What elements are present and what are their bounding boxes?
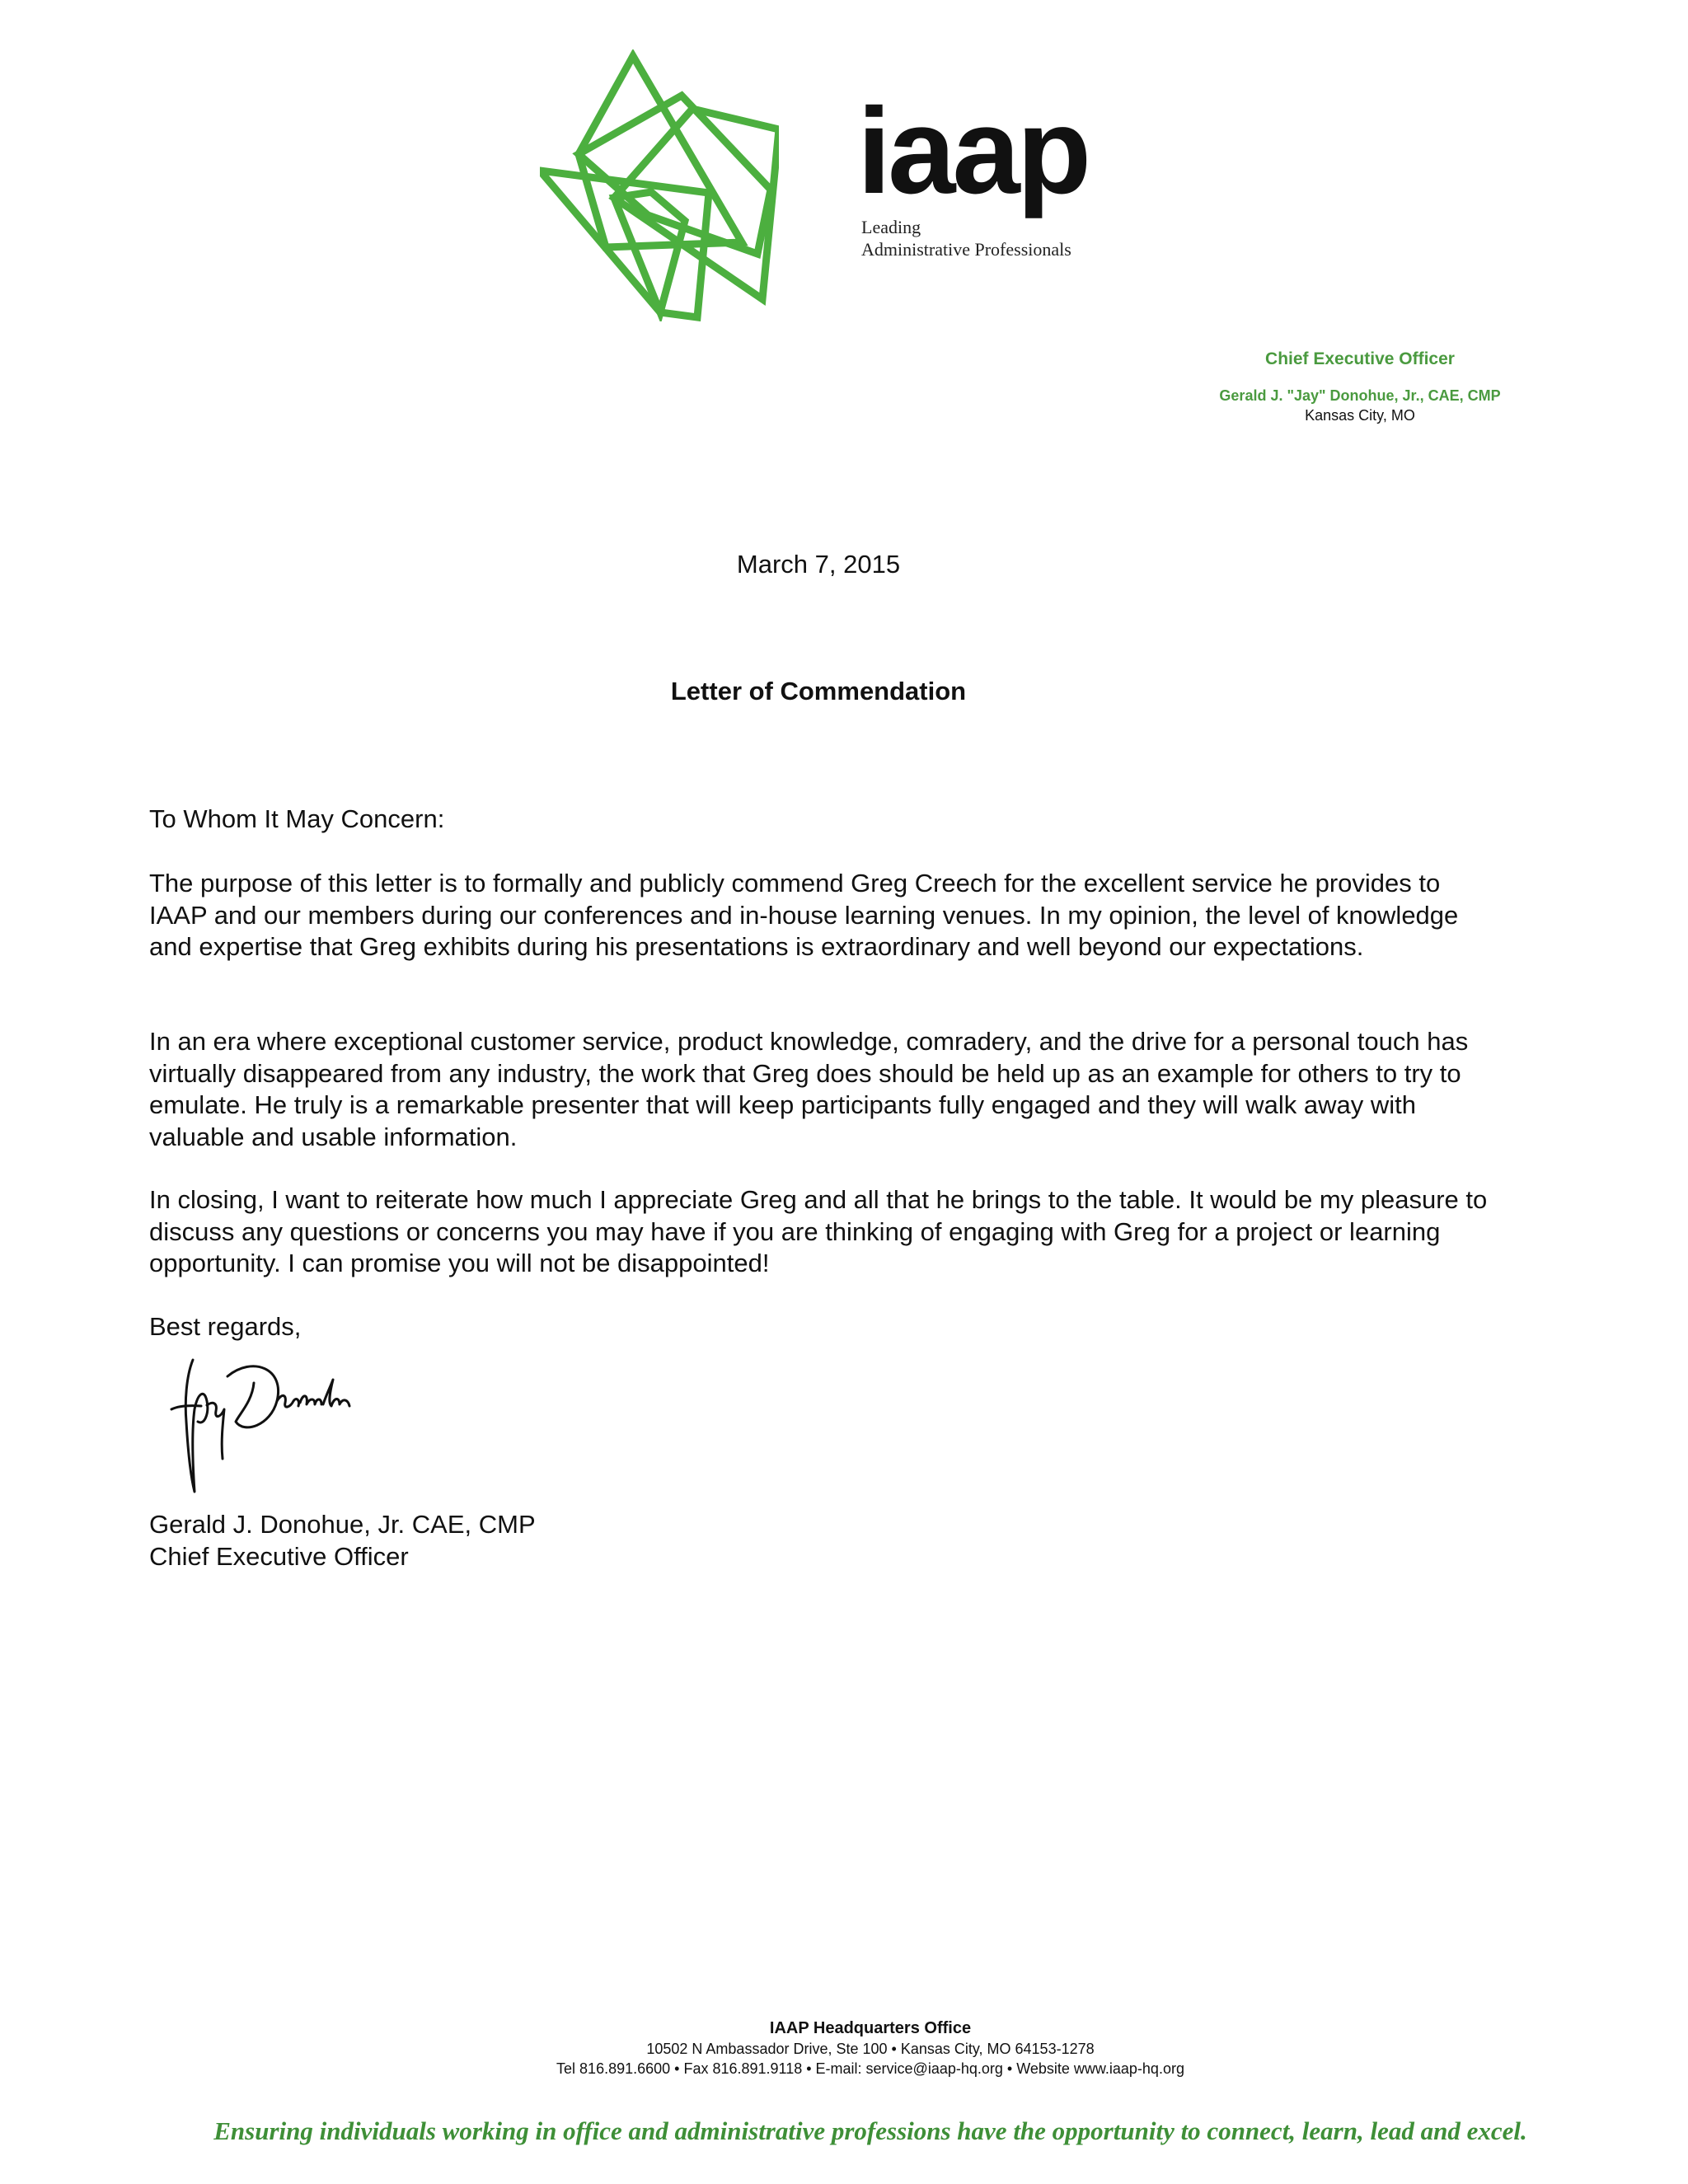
footer-slogan: Ensuring individuals working in office and administrative professions have the opportunity to connect, learn, lead and excel. — [213, 2116, 1527, 2145]
exec-name: Gerald J. "Jay" Donohue, Jr., CAE, CMP — [1219, 387, 1501, 404]
signature-image — [162, 1343, 392, 1500]
signer-name: Gerald J. Donohue, Jr. CAE, CMP — [149, 1510, 536, 1539]
iaap-logo-icon — [540, 49, 779, 321]
tagline-line-1: Leading — [861, 217, 921, 237]
letter-paragraph-2: In an era where exceptional customer service, product knowledge, comradery, and the drive for a personal touch has virtually disappeared from any industry, the work that Greg does should be held up as an example for others to try to emulate. He truly is a remarkable presenter that will keep participants fully engaged and they will walk away with valuable and usable information. — [149, 1027, 1469, 1151]
iaap-wordmark: iaap — [857, 83, 1089, 219]
signer-title: Chief Executive Officer — [149, 1542, 409, 1571]
letter-closing: Best regards, — [149, 1312, 302, 1341]
tagline-line-2: Administrative Professionals — [861, 239, 1071, 260]
letter-paragraph-3: In closing, I want to reiterate how much I appreciate Greg and all that he brings to the table. It would be my pleasure to discuss any questions or concerns you may have if you are thinking of engaging with Greg for a project or learning opportunity. I can promise you will not be disappointed! — [149, 1185, 1488, 1277]
footer-address: 10502 N Ambassador Drive, Ste 100 • Kansas City, MO 64153-1278 — [646, 2041, 1095, 2057]
logo-tagline — [861, 216, 1071, 260]
footer-office-title: IAAP Headquarters Office — [769, 2019, 972, 2037]
letter-subject: Letter of Commendation — [670, 677, 967, 705]
exec-city: Kansas City, MO — [1305, 407, 1415, 424]
letter-paragraph-1: The purpose of this letter is to formally and publicly commend Greg Creech for the excellent service he provides to IAAP and our members during our conferences and in-house learning venues. In my opinion, the level of knowledge and expertise that Greg exhibits during his presentations is extraordinary and well beyond our expectations. — [149, 869, 1459, 961]
letter-date: March 7, 2015 — [736, 550, 901, 579]
exec-title: Chief Executive Officer — [1265, 349, 1455, 368]
footer-address-block — [0, 2018, 1688, 2079]
footer-contact: Tel 816.891.6600 • Fax 816.891.9118 • E-mail: service@iaap-hq.org • Website www.iaap-hq.org — [556, 2060, 1184, 2077]
letter-salutation: To Whom It May Concern: — [149, 804, 445, 833]
